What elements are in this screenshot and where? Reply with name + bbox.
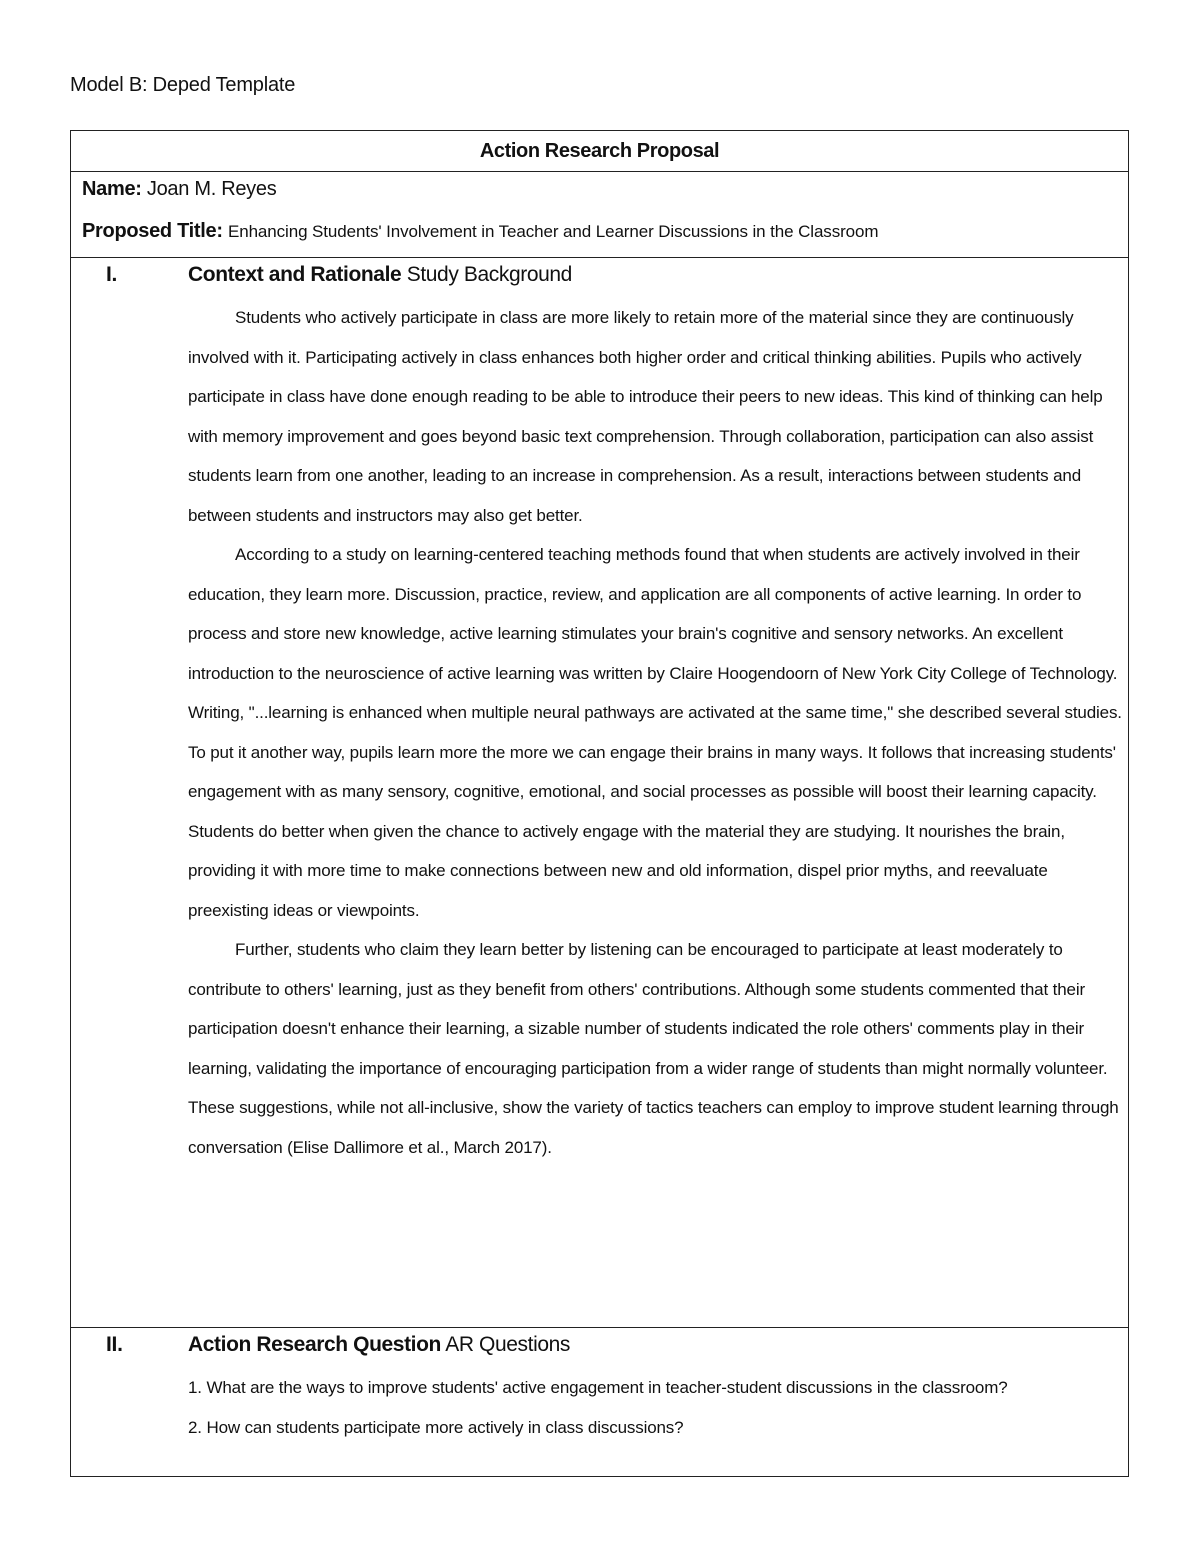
section-title: Context and Rationale bbox=[188, 263, 402, 286]
list-item: 1. What are the ways to improve students' active engagement in teacher-student discussions in the classroom? bbox=[188, 1378, 1008, 1397]
proposed-title-label: Proposed Title: bbox=[82, 220, 223, 242]
section-heading bbox=[188, 1333, 570, 1357]
section-research-question bbox=[71, 1328, 1128, 1476]
table-title: Action Research Proposal bbox=[71, 131, 1128, 172]
section-heading bbox=[188, 263, 572, 287]
section-number: I. bbox=[106, 263, 118, 286]
document-header: Model B: Deped Template bbox=[70, 74, 296, 96]
name-label: Name: bbox=[82, 178, 142, 200]
list-item: 2. How can students participate more actively in class discussions? bbox=[188, 1417, 684, 1437]
section-title: Action Research Question bbox=[188, 1333, 441, 1356]
section-body bbox=[188, 298, 1123, 1167]
paragraph: Students who actively participate in class are more likely to retain more of the material since they are continuously involved with it. Participating actively in class enhances both higher order and critical thinking abilities. Pupils who actively participate in class have done enough reading to be able to introduce their peers to new ideas. This kind of thinking can help with memory improvement and goes beyond basic text comprehension. Through collaboration, participation can also assist students learn from one another, leading to an increase in comprehension. As a result, interactions between students and between students and instructors may also get better. bbox=[188, 308, 1103, 525]
section-subtitle: Study Background bbox=[406, 263, 572, 286]
paragraph: According to a study on learning-centered teaching methods found that when students are actively involved in their education, they learn more. Discussion, practice, review, and application are all components of active learning. In order to process and store new knowledge, active learning stimulates your brain's cognitive and sensory networks. An excellent introduction to the neuroscience of active learning was written by Claire Hoogendoorn of New York City College of Technology. Writing, "...learning is enhanced when multiple neural pathways are activated at the same time," she described several studies. To put it another way, pupils learn more the more we can engage their brains in many ways. It follows that increasing students' engagement with as many sensory, cognitive, emotional, and social processes as possible will boost their learning capacity. Students do better when given the chance to actively engage with the material they are studying. It nourishes the brain, providing it with more time to make connections between new and old information, dispel prior myths, and reevaluate preexisting ideas or viewpoints. bbox=[188, 545, 1122, 920]
name-line bbox=[82, 178, 276, 201]
section-context-rationale bbox=[71, 258, 1128, 1328]
proposed-title-value: Enhancing Students' Involvement in Teacher and Learner Discussions in the Classroom bbox=[227, 222, 879, 241]
paragraph: Further, students who claim they learn better by listening can be encouraged to participate at least moderately to contribute to others' learning, just as they benefit from others' contributions. Although some students commented that their participation doesn't enhance their learning, a sizable number of students indicated the role others' comments play in their learning, validating the importance of encouraging participation from a wider range of students than might normally volunteer. These suggestions, while not all-inclusive, show the variety of tactics teachers can employ to improve student learning through conversation (Elise Dallimore et al., March 2017). bbox=[188, 940, 1119, 1157]
name-value: Joan M. Reyes bbox=[146, 178, 277, 200]
proposed-title-line bbox=[82, 220, 878, 243]
proposal-info-row bbox=[71, 172, 1128, 258]
proposal-table bbox=[70, 130, 1129, 1477]
question-list bbox=[188, 1368, 1123, 1447]
section-subtitle: AR Questions bbox=[445, 1333, 571, 1356]
section-number: II. bbox=[106, 1333, 123, 1356]
